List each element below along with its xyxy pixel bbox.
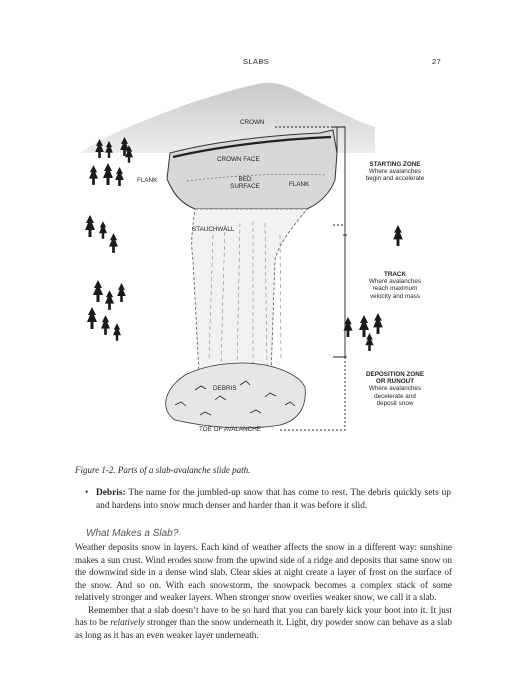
zone-deposition-desc-3: deposit snow: [376, 399, 414, 407]
figure-caption: Figure 1-2. Parts of a slab-avalanche slide path.: [75, 465, 251, 475]
label-crown: CROWN: [240, 119, 265, 126]
body-text: [75, 541, 452, 648]
zone-track-desc-3: velocity and mass: [369, 292, 421, 300]
label-flank-right: FLANK: [289, 181, 310, 188]
bullet-text: [96, 487, 451, 513]
chapter-title: SLABS: [243, 57, 270, 66]
zone-deposition-title-2: OR RUNOUT: [375, 378, 415, 386]
label-flank-left: FLANK: [137, 177, 158, 184]
zone-deposition-desc-2: decelerate and: [374, 392, 416, 400]
label-debris: DEBRIS: [213, 385, 237, 392]
paragraph-2-start: Remember that a slab doesn’t have to be so hard that you can barely kick your boot into it. It just has to be: [75, 604, 452, 627]
bullet-definition: The name for the jumbled-up snow that has come to rest. The debris quickly sets up and hardens into snow much denser and harder than it was before it slid.: [96, 488, 451, 511]
label-crown-face: CROWN FACE: [217, 156, 260, 163]
bullet-marker: •: [85, 488, 89, 498]
label-bed: BED: [238, 176, 252, 183]
zone-track-title: TRACK: [383, 271, 407, 278]
bullet-item-debris: [85, 487, 451, 513]
bullet-term: Debris:: [96, 488, 126, 498]
zone-starting-desc-1: Where avalanches: [368, 168, 422, 176]
zone-starting-desc-2: begin and accelerate: [365, 175, 425, 183]
zone-track: [351, 271, 439, 300]
paragraph-2-emphasis: relatively: [110, 617, 145, 627]
paragraph-2-end: stronger than the snow underneath it. Light, dry powder snow can behave as a slab as long as it has an even weaker layer underneath.: [75, 617, 452, 640]
label-stauchwall: STAUCHWALL: [192, 226, 235, 233]
zone-track-desc-1: Where avalanches: [368, 278, 422, 286]
zone-starting-title: STARTING ZONE: [369, 161, 421, 168]
label-bed-surface: [219, 176, 271, 190]
zone-deposition-desc-1: Where avalanches: [368, 385, 422, 393]
label-surface: SURFACE: [230, 183, 260, 191]
zone-deposition: [351, 371, 439, 407]
zone-track-desc-2: reach maximum: [372, 285, 418, 293]
label-toe-of-avalanche: TOE OF AVALANCHE: [199, 426, 261, 433]
page-number: 27: [432, 57, 442, 66]
running-head: [0, 57, 522, 69]
zone-starting: [351, 161, 439, 183]
section-heading: What Makes a Slab?: [86, 528, 179, 539]
paragraph-2: [75, 604, 452, 642]
zone-deposition-title-1: DEPOSITION ZONE: [365, 371, 425, 378]
avalanche-path-figure: [75, 75, 455, 470]
paragraph-1: Weather deposits snow in layers. Each kind of weather affects the snow in a different way: sunshine makes a sun crust. Wind erodes snow from the upwind side of a ridge and deposits that same snow on the downwind side in a dense wind slab. Clear skies at night create a layer of frost on the surface of the snow. And so on. With each snowstorm, the snowpack becomes a complex stack of some relatively stronger and weaker layers. When stronger snow overlies weaker snow, we call it a slab.: [75, 542, 452, 602]
